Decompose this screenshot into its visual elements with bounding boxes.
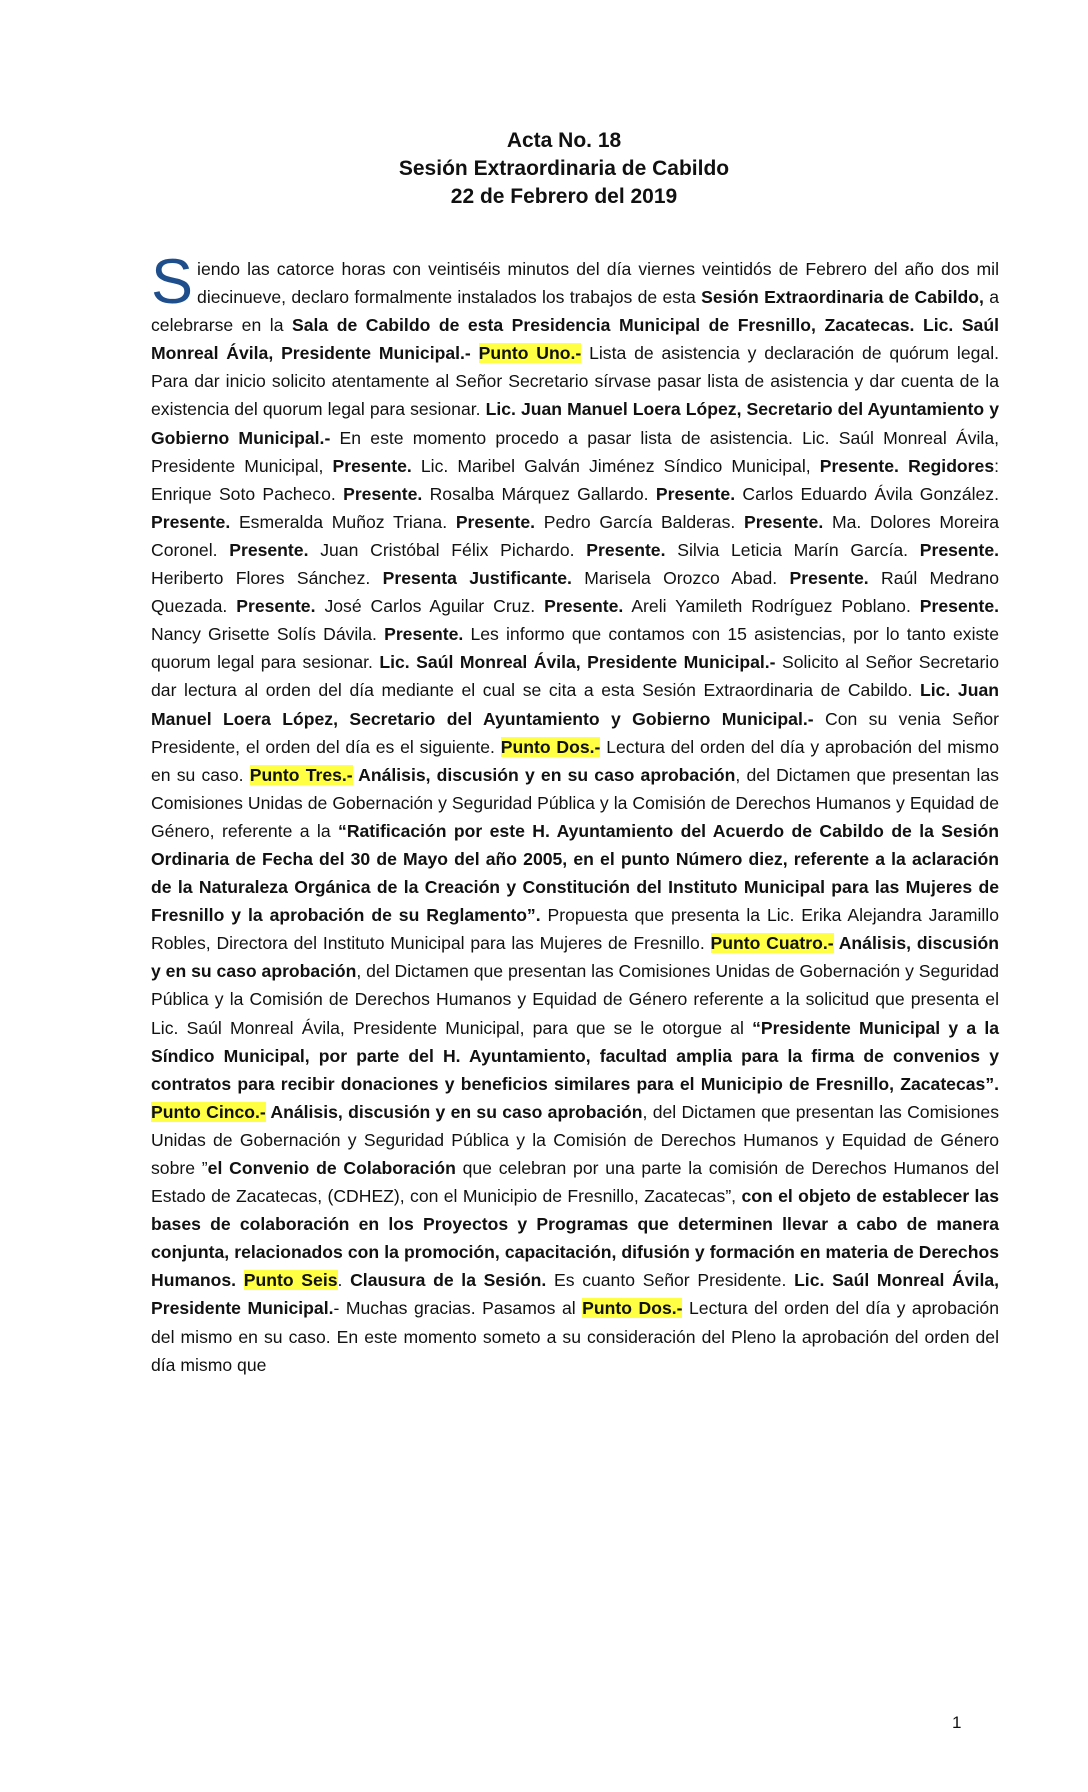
text-run: Areli Yamileth Rodríguez Poblano. — [623, 596, 920, 617]
highlight-punto-uno: Punto Uno.- — [478, 343, 582, 364]
text-run: Lectura del orden del día y aprobación del mismo en su caso. — [151, 736, 999, 785]
bold-run: Presente. — [236, 596, 316, 617]
minutes-body — [151, 247, 1000, 1379]
text-run: Heriberto Flores Sánchez. — [151, 568, 383, 589]
bold-run: Presente. — [455, 511, 536, 532]
bold-run: Presente. — [586, 539, 666, 560]
text-run: . — [337, 1270, 351, 1291]
text-run: Lectura del orden del día y aprobación del mismo en su caso. En este momento someto a su consideración del Pleno la aprobación del orden del día mismo que — [151, 1298, 999, 1375]
text-run: Lista de asistencia y declaración de quórum legal. Para dar inicio solicito atentamente al Señor Secretario sírvase pasar lista de asistencia y dar cuenta de la existencia del quorum legal para sesionar. — [151, 343, 999, 420]
text-run: Raúl Medrano Quezada. — [151, 568, 999, 617]
bold-run: Clausura de la Sesión. — [350, 1270, 547, 1291]
bold-run: Análisis, discusión y en su caso aprobación — [265, 1101, 643, 1122]
bold-run: Presente. — [789, 568, 869, 589]
text-run: Lic. Maribel Galván Jiménez Síndico Municipal, — [411, 455, 820, 476]
bold-run: Presente. — [544, 596, 624, 617]
text-run: Ma. Dolores Moreira Coronel. — [151, 511, 999, 560]
bold-run: Presente. — [343, 483, 423, 504]
bold-run: Presente. — [151, 511, 231, 532]
bold-run: Presenta Justificante. — [382, 568, 572, 589]
text-run: Rosalba Márquez Gallardo. — [422, 483, 656, 504]
bold-run: Lic. Juan Manuel Loera López, Secretario del Ayuntamiento y Gobierno Municipal.- — [151, 399, 1000, 448]
act-number: Acta No. 18 — [506, 129, 622, 152]
text-run: Carlos Eduardo Ávila González. — [735, 483, 999, 504]
drop-cap: S — [151, 247, 194, 317]
bold-run: Lic. Juan Manuel Loera López, Secretario del Ayuntamiento y Gobierno Municipal.- — [151, 680, 999, 729]
session-type: Sesión Extraordinaria de Cabildo — [398, 157, 730, 180]
text-run: Les informo que contamos con 15 asistencias, por lo tanto existe quorum legal para sesionar. — [151, 624, 999, 673]
bold-run: Análisis, discusión y en su caso aprobación — [151, 933, 999, 982]
text-run: Es cuanto Señor Presidente. — [546, 1270, 795, 1291]
text-run: a celebrarse en la — [151, 287, 999, 336]
text-run: José Carlos Aguilar Cruz. — [315, 596, 545, 617]
document-header — [0, 127, 1088, 211]
bold-run: Sesión Extraordinaria de Cabildo, — [701, 287, 984, 308]
text-run: Con su venia Señor Presidente, el orden del día es el siguiente. — [151, 708, 999, 757]
text-run — [236, 1270, 244, 1290]
bold-run: Regidores — [908, 455, 995, 476]
text-run — [899, 456, 908, 476]
bold-run: Presente. — [919, 596, 1000, 617]
text-run: Propuesta que presenta la Lic. Erika Alejandra Jaramillo Robles, Directora del Instituto Municipal para las Mujeres de Fresnillo. — [151, 905, 999, 954]
text-run: Nancy Grisette Solís Dávila. — [151, 624, 385, 645]
text-run: En este momento procedo a pasar lista de asistencia. Lic. Saúl Monreal Ávila, Presidente Municipal, — [151, 427, 999, 476]
text-run: , del Dictamen que presentan las Comisiones Unidas de Gobernación y Seguridad Pública y la Comisión de Derechos Humanos y Equidad de Género sobre ” — [151, 1101, 1000, 1178]
bold-run: Sala de Cabildo de esta Presidencia Municipal de Fresnillo, Zacatecas. Lic. Saúl Monreal Ávila, Presidente Municipal.- — [151, 315, 999, 364]
text-run: iendo las catorce horas con veintiséis minutos del día viernes veintidós de Febrero del año dos mil diecinueve, declaro formalmente instalados los trabajos de esta — [197, 259, 999, 308]
highlight-punto-tres: Punto Tres.- — [249, 764, 353, 785]
text-run: Esmeralda Muñoz Triana. — [230, 511, 456, 532]
text-run: : Enrique Soto Pacheco. — [151, 455, 999, 504]
bold-run: Presente. — [332, 455, 412, 476]
bold-run: Análisis, discusión y en su caso aprobación — [352, 764, 736, 785]
text-run: Pedro García Balderas. — [535, 511, 744, 532]
bold-run: Presente. — [384, 624, 464, 645]
bold-run: Presente. — [919, 539, 999, 560]
bold-run: Presente. — [744, 511, 824, 532]
text-run: Marisela Orozco Abad. — [571, 568, 790, 589]
highlight-punto-dos: Punto Dos.- — [500, 736, 601, 757]
text-run: que celebran por una parte la comisión de Derechos Humanos del Estado de Zacatecas, (CDHEZ), con el Municipio de Fresnillo, Zacatecas”, — [151, 1158, 999, 1207]
page-number: 1 — [952, 1713, 962, 1732]
bold-run: el Convenio de Colaboración — [207, 1158, 456, 1178]
bold-run: Presente. — [229, 539, 309, 560]
bold-run: Presente. — [655, 483, 736, 504]
text-run: , del Dictamen que presentan las Comisiones Unidas de Gobernación y Seguridad Pública y la Comisión de Derechos Humanos y Equidad de Género referente a la solicitud que presenta el Lic. Saúl Monreal Ávila, Presidente Municipal, para que se le otorgue al — [151, 961, 1000, 1038]
text-run: Silvia Leticia Marín García. — [665, 539, 920, 560]
text-run: - Muchas gracias. Pasamos al — [333, 1298, 583, 1319]
highlight-punto-cinco: Punto Cinco.- — [151, 1101, 266, 1122]
text-run: , del Dictamen que presentan las Comisiones Unidas de Gobernación y Seguridad Pública y la Comisión de Derechos Humanos y Equidad de Género, referente a la — [151, 764, 999, 841]
text-run: Solicito al Señor Secretario dar lectura al orden del día mediante el cual se cita a esta Sesión Extraordinaria de Cabildo. — [151, 652, 999, 701]
bold-run: “Ratificación por este H. Ayuntamiento del Acuerdo de Cabildo de la Sesión Ordinaria de Fecha del 30 de Mayo del año 2005, en el punto Número diez, referente a la aclaración de la Naturaleza Orgánica de la Creación y Constitución del Instituto Municipal para las Mujeres de Fresnillo y la aprobación de su Reglamento”. — [151, 820, 999, 926]
session-date: 22 de Febrero del 2019 — [450, 185, 678, 208]
text-run: Juan Cristóbal Félix Pichardo. — [308, 539, 587, 560]
highlight-punto-seis: Punto Seis — [243, 1270, 338, 1291]
bold-run: Presente. — [819, 455, 899, 476]
bold-run: Lic. Saúl Monreal Ávila, Presidente Municipal. — [151, 1270, 1000, 1319]
highlight-punto-cuatro: Punto Cuatro.- — [710, 933, 834, 954]
bold-run: Lic. Saúl Monreal Ávila, Presidente Municipal.- — [379, 652, 776, 673]
bold-run: “Presidente Municipal y a la Síndico Municipal, por parte del H. Ayuntamiento, facultad amplia para la firma de convenios y contratos para recibir donaciones y beneficios similares para el Municipio de Fresnillo, Zacatecas”. — [151, 1017, 1000, 1094]
bold-run: con el objeto de establecer las bases de colaboración en los Proyectos y Programas que determinen llevar a cabo de manera conjunta, relacionados con la promoción, capacitación, difusión y formación en materia de Derechos Humanos. — [151, 1186, 999, 1291]
highlight-punto-dos-second: Punto Dos.- — [582, 1298, 683, 1319]
